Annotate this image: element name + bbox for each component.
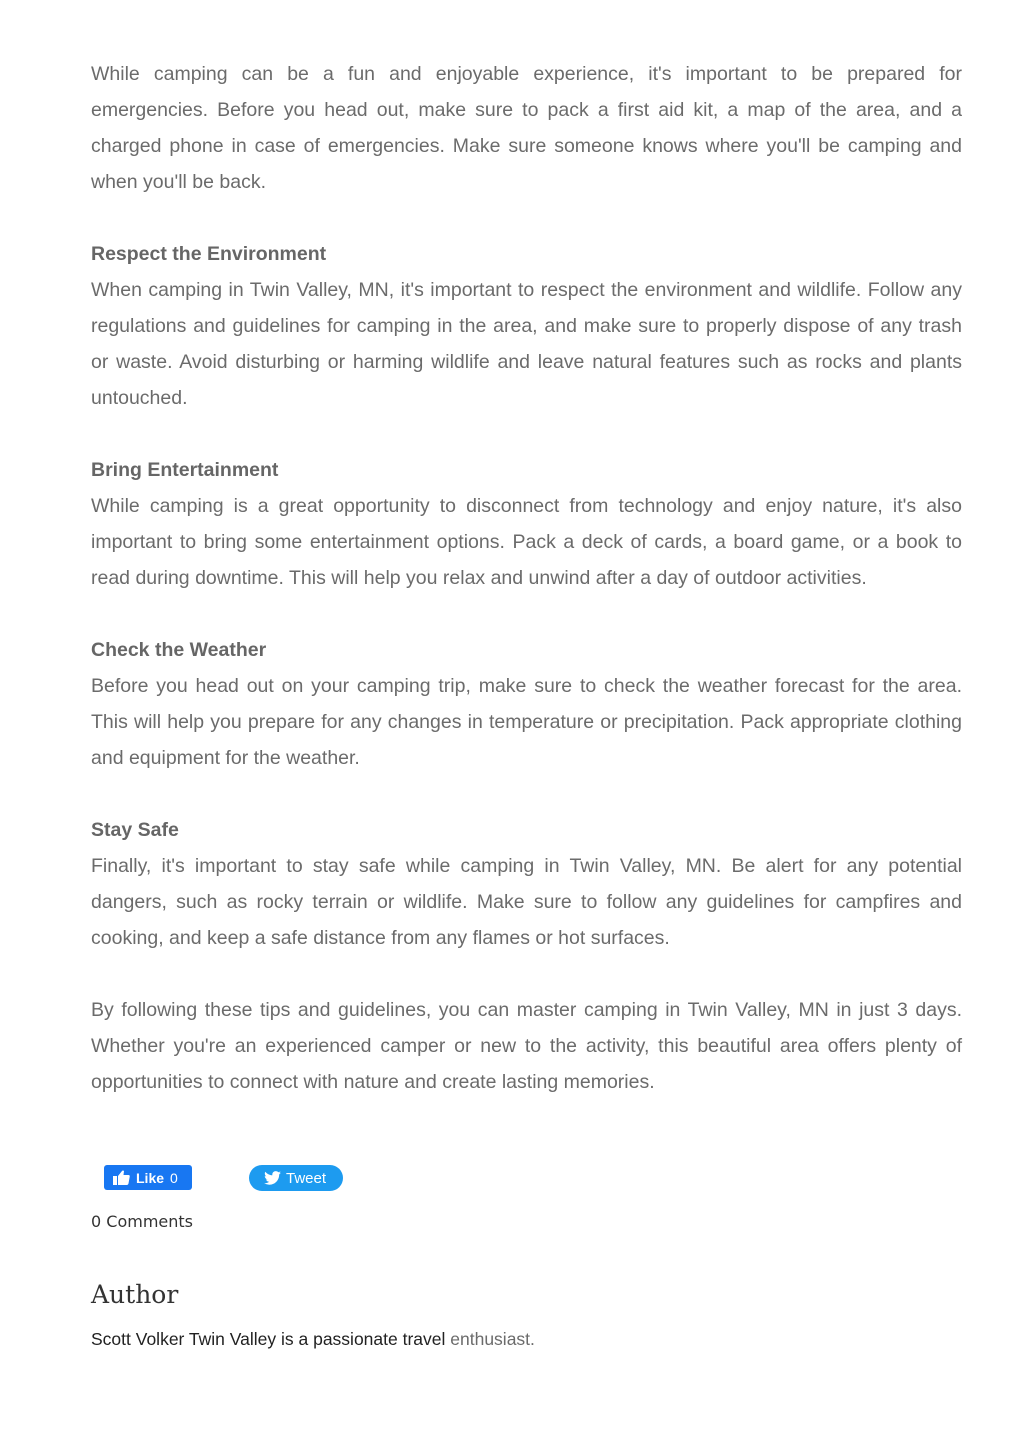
section-body: Finally, it's important to stay safe while camping in Twin Valley, MN. Be alert for any potential dangers, such as rocky terrain or wildlife. Make sure to follow any guidelines for campfires and cooking, and keep a safe distance from any flames or hot surfaces. bbox=[91, 855, 962, 949]
intro-paragraph: While camping can be a fun and enjoyable experience, it's important to be prepared for emergencies. Before you head out, make sure to pack a first aid kit, a map of the area, and a charged phone in case of emergencies. Make sure someone knows where you'll be camping and when you'll be back. bbox=[91, 63, 962, 193]
section-body: Before you head out on your camping trip, make sure to check the weather forecast for the area. This will help you prepare for any changes in temperature or precipitation. Pack appropriate clothing and equipment for the weather. bbox=[91, 675, 962, 769]
section-stay-safe bbox=[91, 812, 962, 956]
comments-link[interactable]: 0 Comments bbox=[91, 1212, 193, 1231]
like-label: Like bbox=[136, 1169, 165, 1186]
section-bring-entertainment bbox=[91, 452, 962, 596]
tweet-label: Tweet bbox=[286, 1169, 327, 1187]
article-body bbox=[91, 56, 962, 1100]
author-heading: Author bbox=[91, 1280, 179, 1309]
section-body: When camping in Twin Valley, MN, it's important to respect the environment and wildlife. Follow any regulations and guidelines for camping in the area, and make sure to properly dispose of any trash or waste. Avoid disturbing or harming wildlife and leave natural features such as rocks and plants untouched. bbox=[91, 279, 962, 409]
section-heading: Stay Safe bbox=[91, 819, 179, 841]
author-bio-tail: enthusiast. bbox=[445, 1329, 535, 1349]
author-bio-main: Scott Volker Twin Valley is a passionate travel bbox=[91, 1329, 446, 1349]
section-heading: Respect the Environment bbox=[91, 243, 327, 265]
section-body: While camping is a great opportunity to disconnect from technology and enjoy nature, it's also important to bring some entertainment options. Pack a deck of cards, a board game, or a book to read during downtime. This will help you relax and unwind after a day of outdoor activities. bbox=[91, 495, 962, 589]
section-respect-environment bbox=[91, 236, 962, 416]
section-heading: Bring Entertainment bbox=[91, 459, 279, 481]
conclusion-paragraph: By following these tips and guidelines, you can master camping in Twin Valley, MN in just 3 days. Whether you're an experienced camper or new to the activity, this beautiful area offers plenty of opportunities to connect with nature and create lasting memories. bbox=[91, 999, 962, 1093]
thumbs-up-icon bbox=[113, 1170, 130, 1185]
section-heading: Check the Weather bbox=[91, 639, 267, 661]
like-count: 0 bbox=[170, 1169, 178, 1186]
tweet-button[interactable] bbox=[249, 1165, 343, 1191]
conclusion-block bbox=[91, 992, 962, 1100]
twitter-bird-icon bbox=[264, 1171, 281, 1185]
author-bio bbox=[91, 1329, 535, 1350]
facebook-like-button[interactable] bbox=[104, 1165, 192, 1190]
section-check-weather bbox=[91, 632, 962, 776]
